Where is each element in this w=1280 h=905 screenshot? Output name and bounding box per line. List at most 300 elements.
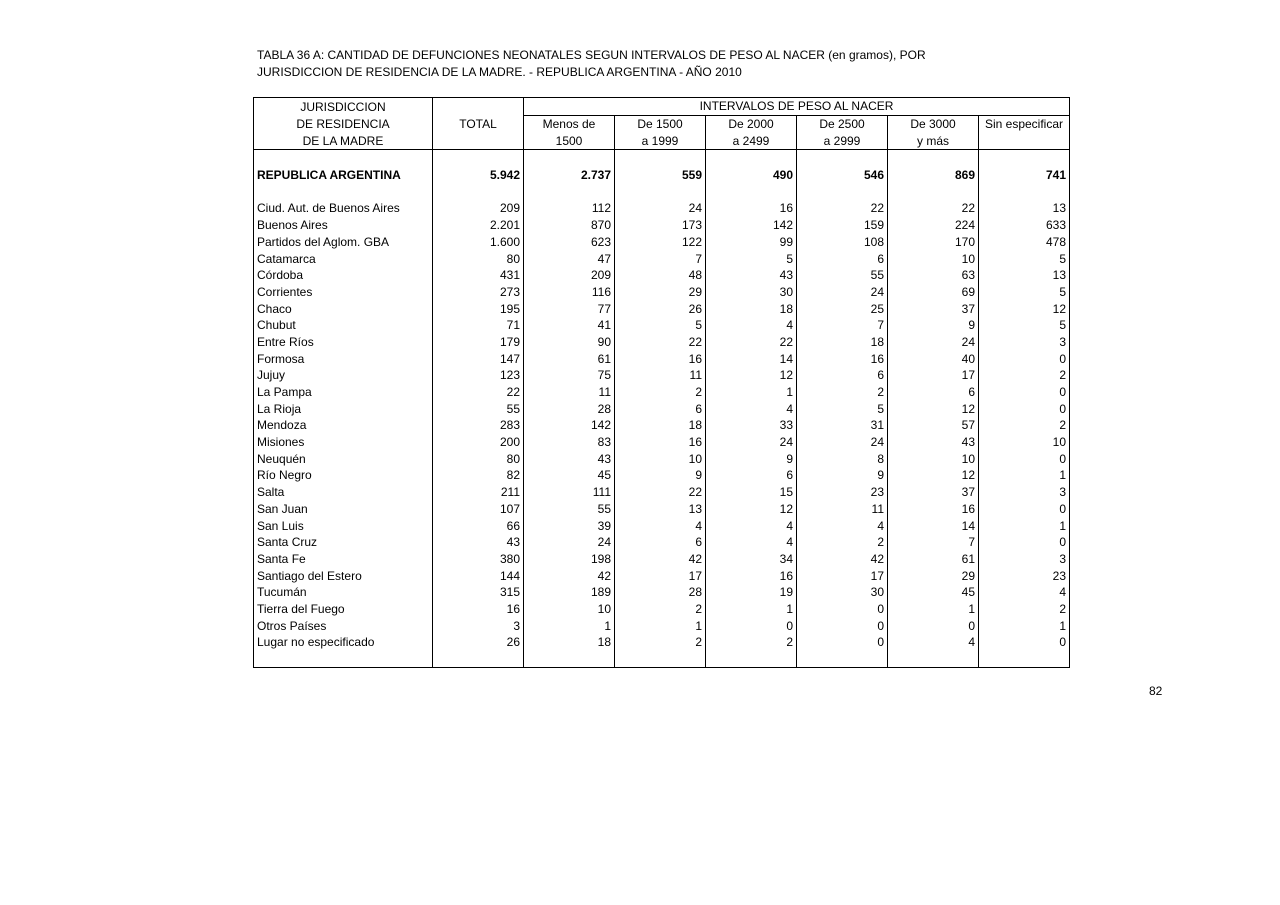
header-row-3	[254, 132, 1070, 149]
jurisdiction-name: Entre Ríos	[254, 334, 433, 351]
value-cell: 11	[797, 501, 888, 518]
value-cell: 24	[797, 284, 888, 301]
table-row	[254, 501, 1070, 518]
jurisdiction-name: San Luis	[254, 517, 433, 534]
value-cell: 5	[797, 400, 888, 417]
value-cell: 1	[615, 617, 706, 634]
header-col-3b: a 2499	[706, 132, 797, 149]
value-cell: 18	[524, 634, 615, 651]
value-cell: 18	[615, 417, 706, 434]
value-cell: 108	[797, 234, 888, 251]
value-cell: 55	[524, 501, 615, 518]
value-cell: 189	[524, 584, 615, 601]
spacer-cell	[433, 150, 524, 167]
value-cell: 17	[797, 567, 888, 584]
value-cell: 30	[706, 284, 797, 301]
total-cell: 380	[433, 551, 524, 568]
total-cell: 80	[433, 450, 524, 467]
value-cell: 11	[615, 367, 706, 384]
value-cell: 75	[524, 367, 615, 384]
jurisdiction-name: La Pampa	[254, 384, 433, 401]
value-cell: 4	[706, 534, 797, 551]
value-cell: 42	[797, 551, 888, 568]
value-cell: 37	[888, 484, 979, 501]
value-cell: 3	[979, 334, 1070, 351]
value-cell: 30	[797, 584, 888, 601]
value-cell: 2.737	[524, 167, 615, 184]
spacer-cell	[254, 651, 433, 668]
value-cell: 2	[979, 417, 1070, 434]
value-cell: 6	[797, 250, 888, 267]
value-cell: 2	[979, 367, 1070, 384]
value-cell: 12	[888, 400, 979, 417]
spacer-cell	[524, 183, 615, 200]
value-cell: 7	[888, 534, 979, 551]
value-cell: 1	[979, 617, 1070, 634]
header-jurisdiccion: JURISDICCION	[254, 98, 433, 116]
value-cell: 24	[524, 534, 615, 551]
value-cell: 12	[888, 467, 979, 484]
value-cell: 12	[706, 501, 797, 518]
value-cell: 9	[888, 317, 979, 334]
value-cell: 4	[979, 584, 1070, 601]
value-cell: 22	[888, 200, 979, 217]
value-cell: 37	[888, 300, 979, 317]
header-col-5a: De 3000	[888, 115, 979, 132]
header-col-4a: De 2500	[797, 115, 888, 132]
value-cell: 14	[888, 517, 979, 534]
table-title	[257, 47, 1117, 81]
value-cell: 12	[706, 367, 797, 384]
spacer-cell	[888, 150, 979, 167]
table-row	[254, 217, 1070, 234]
jurisdiction-name: Tierra del Fuego	[254, 601, 433, 618]
value-cell: 28	[615, 584, 706, 601]
value-cell: 159	[797, 217, 888, 234]
value-cell: 43	[888, 434, 979, 451]
table-row	[254, 434, 1070, 451]
jurisdiction-name: Chaco	[254, 300, 433, 317]
value-cell: 47	[524, 250, 615, 267]
spacer-cell	[254, 183, 433, 200]
value-cell: 0	[797, 601, 888, 618]
total-cell: 195	[433, 300, 524, 317]
value-cell: 3	[979, 551, 1070, 568]
value-cell: 42	[524, 567, 615, 584]
table-row	[254, 350, 1070, 367]
table-row	[254, 584, 1070, 601]
value-cell: 224	[888, 217, 979, 234]
value-cell: 13	[979, 200, 1070, 217]
spacer-cell	[524, 150, 615, 167]
value-cell: 478	[979, 234, 1070, 251]
total-cell: 107	[433, 501, 524, 518]
value-cell: 9	[615, 467, 706, 484]
total-cell: 1.600	[433, 234, 524, 251]
spacer-cell	[888, 651, 979, 668]
value-cell: 2	[615, 384, 706, 401]
value-cell: 0	[797, 617, 888, 634]
value-cell: 1	[888, 601, 979, 618]
table-row	[254, 450, 1070, 467]
value-cell: 90	[524, 334, 615, 351]
total-cell: 80	[433, 250, 524, 267]
value-cell: 116	[524, 284, 615, 301]
jurisdiction-name: Córdoba	[254, 267, 433, 284]
total-cell: 209	[433, 200, 524, 217]
total-cell: 16	[433, 601, 524, 618]
jurisdiction-name: Misiones	[254, 434, 433, 451]
spacer-cell	[706, 150, 797, 167]
total-cell: 283	[433, 417, 524, 434]
value-cell: 869	[888, 167, 979, 184]
table-row	[254, 384, 1070, 401]
value-cell: 22	[615, 484, 706, 501]
value-cell: 17	[615, 567, 706, 584]
value-cell: 83	[524, 434, 615, 451]
jurisdiction-name: Río Negro	[254, 467, 433, 484]
jurisdiction-name: Ciud. Aut. de Buenos Aires	[254, 200, 433, 217]
value-cell: 41	[524, 317, 615, 334]
table-row	[254, 617, 1070, 634]
spacer-row	[254, 183, 1070, 200]
value-cell: 4	[797, 517, 888, 534]
total-cell: 22	[433, 384, 524, 401]
value-cell: 0	[888, 617, 979, 634]
value-cell: 0	[979, 384, 1070, 401]
table-row	[254, 484, 1070, 501]
header-row-2	[254, 115, 1070, 132]
value-cell: 142	[524, 417, 615, 434]
value-cell: 17	[888, 367, 979, 384]
value-cell: 5	[979, 284, 1070, 301]
spacer-cell	[979, 651, 1070, 668]
value-cell: 0	[979, 400, 1070, 417]
value-cell: 1	[706, 384, 797, 401]
value-cell: 10	[524, 601, 615, 618]
value-cell: 1	[979, 467, 1070, 484]
spacer-cell	[524, 651, 615, 668]
value-cell: 22	[797, 200, 888, 217]
value-cell: 7	[797, 317, 888, 334]
value-cell: 43	[706, 267, 797, 284]
header-col-6a: Sin especificar	[979, 115, 1070, 132]
spacer-cell	[706, 183, 797, 200]
table-row	[254, 467, 1070, 484]
value-cell: 55	[797, 267, 888, 284]
title-line-1: TABLA 36 A: CANTIDAD DE DEFUNCIONES NEONATALES SEGUN INTERVALOS DE PESO AL NACER (en gramos), POR	[257, 48, 926, 62]
header-blank	[433, 132, 524, 149]
jurisdiction-name: Jujuy	[254, 367, 433, 384]
spacer-cell	[706, 651, 797, 668]
title-line-2: JURISDICCION DE RESIDENCIA DE LA MADRE. - REPUBLICA ARGENTINA - AÑO 2010	[257, 65, 742, 79]
data-table	[253, 97, 1070, 668]
value-cell: 45	[888, 584, 979, 601]
header-de-residencia: DE RESIDENCIA	[254, 115, 433, 132]
total-cell: 3	[433, 617, 524, 634]
value-cell: 45	[524, 467, 615, 484]
value-cell: 623	[524, 234, 615, 251]
value-cell: 198	[524, 551, 615, 568]
table-row	[254, 267, 1070, 284]
value-cell: 23	[797, 484, 888, 501]
value-cell: 5	[979, 250, 1070, 267]
value-cell: 0	[706, 617, 797, 634]
value-cell: 29	[888, 567, 979, 584]
value-cell: 28	[524, 400, 615, 417]
value-cell: 4	[706, 400, 797, 417]
value-cell: 10	[615, 450, 706, 467]
value-cell: 23	[979, 567, 1070, 584]
value-cell: 2	[797, 534, 888, 551]
table-row	[254, 551, 1070, 568]
value-cell: 29	[615, 284, 706, 301]
value-cell: 99	[706, 234, 797, 251]
header-col-2b: a 1999	[615, 132, 706, 149]
value-cell: 19	[706, 584, 797, 601]
jurisdiction-name: Mendoza	[254, 417, 433, 434]
table-row	[254, 634, 1070, 651]
value-cell: 2	[706, 634, 797, 651]
value-cell: 0	[979, 450, 1070, 467]
value-cell: 33	[706, 417, 797, 434]
value-cell: 11	[524, 384, 615, 401]
value-cell: 3	[979, 484, 1070, 501]
national-row	[254, 167, 1070, 184]
table-row	[254, 284, 1070, 301]
value-cell: 61	[524, 350, 615, 367]
value-cell: 10	[888, 450, 979, 467]
value-cell: 6	[706, 467, 797, 484]
table-row	[254, 417, 1070, 434]
jurisdiction-name: Santa Fe	[254, 551, 433, 568]
total-cell: 26	[433, 634, 524, 651]
header-row-1	[254, 98, 1070, 116]
jurisdiction-name: Buenos Aires	[254, 217, 433, 234]
value-cell: 16	[615, 350, 706, 367]
value-cell: 209	[524, 267, 615, 284]
value-cell: 559	[615, 167, 706, 184]
jurisdiction-name: Otros Países	[254, 617, 433, 634]
value-cell: 4	[615, 517, 706, 534]
value-cell: 7	[615, 250, 706, 267]
table-row	[254, 534, 1070, 551]
value-cell: 18	[706, 300, 797, 317]
value-cell: 142	[706, 217, 797, 234]
value-cell: 1	[524, 617, 615, 634]
value-cell: 16	[615, 434, 706, 451]
value-cell: 111	[524, 484, 615, 501]
value-cell: 5	[979, 317, 1070, 334]
total-cell: 200	[433, 434, 524, 451]
table-row	[254, 334, 1070, 351]
value-cell: 546	[797, 167, 888, 184]
value-cell: 13	[615, 501, 706, 518]
spacer-row	[254, 150, 1070, 167]
table-row	[254, 400, 1070, 417]
total-cell: 55	[433, 400, 524, 417]
value-cell: 6	[615, 400, 706, 417]
jurisdiction-name: Catamarca	[254, 250, 433, 267]
header-de-la-madre: DE LA MADRE	[254, 132, 433, 149]
jurisdiction-name: La Rioja	[254, 400, 433, 417]
value-cell: 10	[888, 250, 979, 267]
value-cell: 4	[706, 517, 797, 534]
spacer-cell	[797, 150, 888, 167]
value-cell: 57	[888, 417, 979, 434]
value-cell: 61	[888, 551, 979, 568]
value-cell: 22	[615, 334, 706, 351]
header-col-1a: Menos de	[524, 115, 615, 132]
value-cell: 43	[524, 450, 615, 467]
page-number: 82	[1149, 684, 1163, 698]
value-cell: 2	[979, 601, 1070, 618]
value-cell: 6	[888, 384, 979, 401]
total-cell: 43	[433, 534, 524, 551]
spacer-cell	[979, 183, 1070, 200]
value-cell: 63	[888, 267, 979, 284]
total-cell: 2.201	[433, 217, 524, 234]
value-cell: 24	[888, 334, 979, 351]
jurisdiction-name: San Juan	[254, 501, 433, 518]
jurisdiction-name: Lugar no especificado	[254, 634, 433, 651]
total-cell: 123	[433, 367, 524, 384]
table-row	[254, 200, 1070, 217]
value-cell: 1	[706, 601, 797, 618]
value-cell: 8	[797, 450, 888, 467]
header-total: TOTAL	[433, 115, 524, 132]
table-row	[254, 300, 1070, 317]
jurisdiction-name: Formosa	[254, 350, 433, 367]
value-cell: 16	[706, 200, 797, 217]
value-cell: 16	[706, 567, 797, 584]
value-cell: 0	[979, 501, 1070, 518]
value-cell: 16	[888, 501, 979, 518]
value-cell: 0	[979, 634, 1070, 651]
value-cell: 48	[615, 267, 706, 284]
value-cell: 26	[615, 300, 706, 317]
value-cell: 173	[615, 217, 706, 234]
value-cell: 42	[615, 551, 706, 568]
value-cell: 31	[797, 417, 888, 434]
table-row	[254, 317, 1070, 334]
value-cell: 2	[615, 634, 706, 651]
value-cell: 0	[979, 534, 1070, 551]
header-col-3a: De 2000	[706, 115, 797, 132]
total-cell: 5.942	[433, 167, 524, 184]
jurisdiction-name: Partidos del Aglom. GBA	[254, 234, 433, 251]
table-row	[254, 517, 1070, 534]
total-cell: 431	[433, 267, 524, 284]
value-cell: 4	[706, 317, 797, 334]
value-cell: 1	[979, 517, 1070, 534]
jurisdiction-name: Neuquén	[254, 450, 433, 467]
value-cell: 870	[524, 217, 615, 234]
header-col-2a: De 1500	[615, 115, 706, 132]
total-cell: 147	[433, 350, 524, 367]
value-cell: 490	[706, 167, 797, 184]
value-cell: 22	[706, 334, 797, 351]
value-cell: 5	[706, 250, 797, 267]
spacer-cell	[615, 150, 706, 167]
spacer-cell	[254, 150, 433, 167]
value-cell: 0	[979, 350, 1070, 367]
total-cell: 179	[433, 334, 524, 351]
spacer-cell	[615, 651, 706, 668]
jurisdiction-name: Santiago del Estero	[254, 567, 433, 584]
spacer-row	[254, 651, 1070, 668]
table-row	[254, 567, 1070, 584]
value-cell: 10	[979, 434, 1070, 451]
value-cell: 24	[615, 200, 706, 217]
total-cell: 144	[433, 567, 524, 584]
value-cell: 24	[706, 434, 797, 451]
table-row	[254, 234, 1070, 251]
value-cell: 18	[797, 334, 888, 351]
value-cell: 9	[797, 467, 888, 484]
value-cell: 122	[615, 234, 706, 251]
value-cell: 69	[888, 284, 979, 301]
value-cell: 24	[797, 434, 888, 451]
table-row	[254, 601, 1070, 618]
value-cell: 6	[797, 367, 888, 384]
value-cell: 16	[797, 350, 888, 367]
table-row	[254, 250, 1070, 267]
value-cell: 77	[524, 300, 615, 317]
header-col-6b	[979, 132, 1070, 149]
header-total-blank	[433, 98, 524, 116]
value-cell: 12	[979, 300, 1070, 317]
value-cell: 6	[615, 534, 706, 551]
jurisdiction-name: Santa Cruz	[254, 534, 433, 551]
value-cell: 4	[888, 634, 979, 651]
value-cell: 39	[524, 517, 615, 534]
value-cell: 14	[706, 350, 797, 367]
value-cell: 633	[979, 217, 1070, 234]
value-cell: 9	[706, 450, 797, 467]
total-cell: 71	[433, 317, 524, 334]
jurisdiction-name: REPUBLICA ARGENTINA	[254, 167, 433, 184]
spacer-cell	[433, 651, 524, 668]
value-cell: 2	[797, 384, 888, 401]
value-cell: 15	[706, 484, 797, 501]
total-cell: 211	[433, 484, 524, 501]
header-col-1b: 1500	[524, 132, 615, 149]
jurisdiction-name: Chubut	[254, 317, 433, 334]
value-cell: 5	[615, 317, 706, 334]
value-cell: 13	[979, 267, 1070, 284]
value-cell: 741	[979, 167, 1070, 184]
value-cell: 112	[524, 200, 615, 217]
total-cell: 82	[433, 467, 524, 484]
total-cell: 315	[433, 584, 524, 601]
value-cell: 25	[797, 300, 888, 317]
spacer-cell	[615, 183, 706, 200]
jurisdiction-name: Salta	[254, 484, 433, 501]
spacer-cell	[797, 183, 888, 200]
value-cell: 0	[797, 634, 888, 651]
jurisdiction-name: Corrientes	[254, 284, 433, 301]
header-intervalos: INTERVALOS DE PESO AL NACER	[524, 98, 1070, 116]
total-cell: 66	[433, 517, 524, 534]
spacer-cell	[888, 183, 979, 200]
jurisdiction-name: Tucumán	[254, 584, 433, 601]
table-row	[254, 367, 1070, 384]
value-cell: 34	[706, 551, 797, 568]
value-cell: 40	[888, 350, 979, 367]
header-col-4b: a 2999	[797, 132, 888, 149]
spacer-cell	[433, 183, 524, 200]
